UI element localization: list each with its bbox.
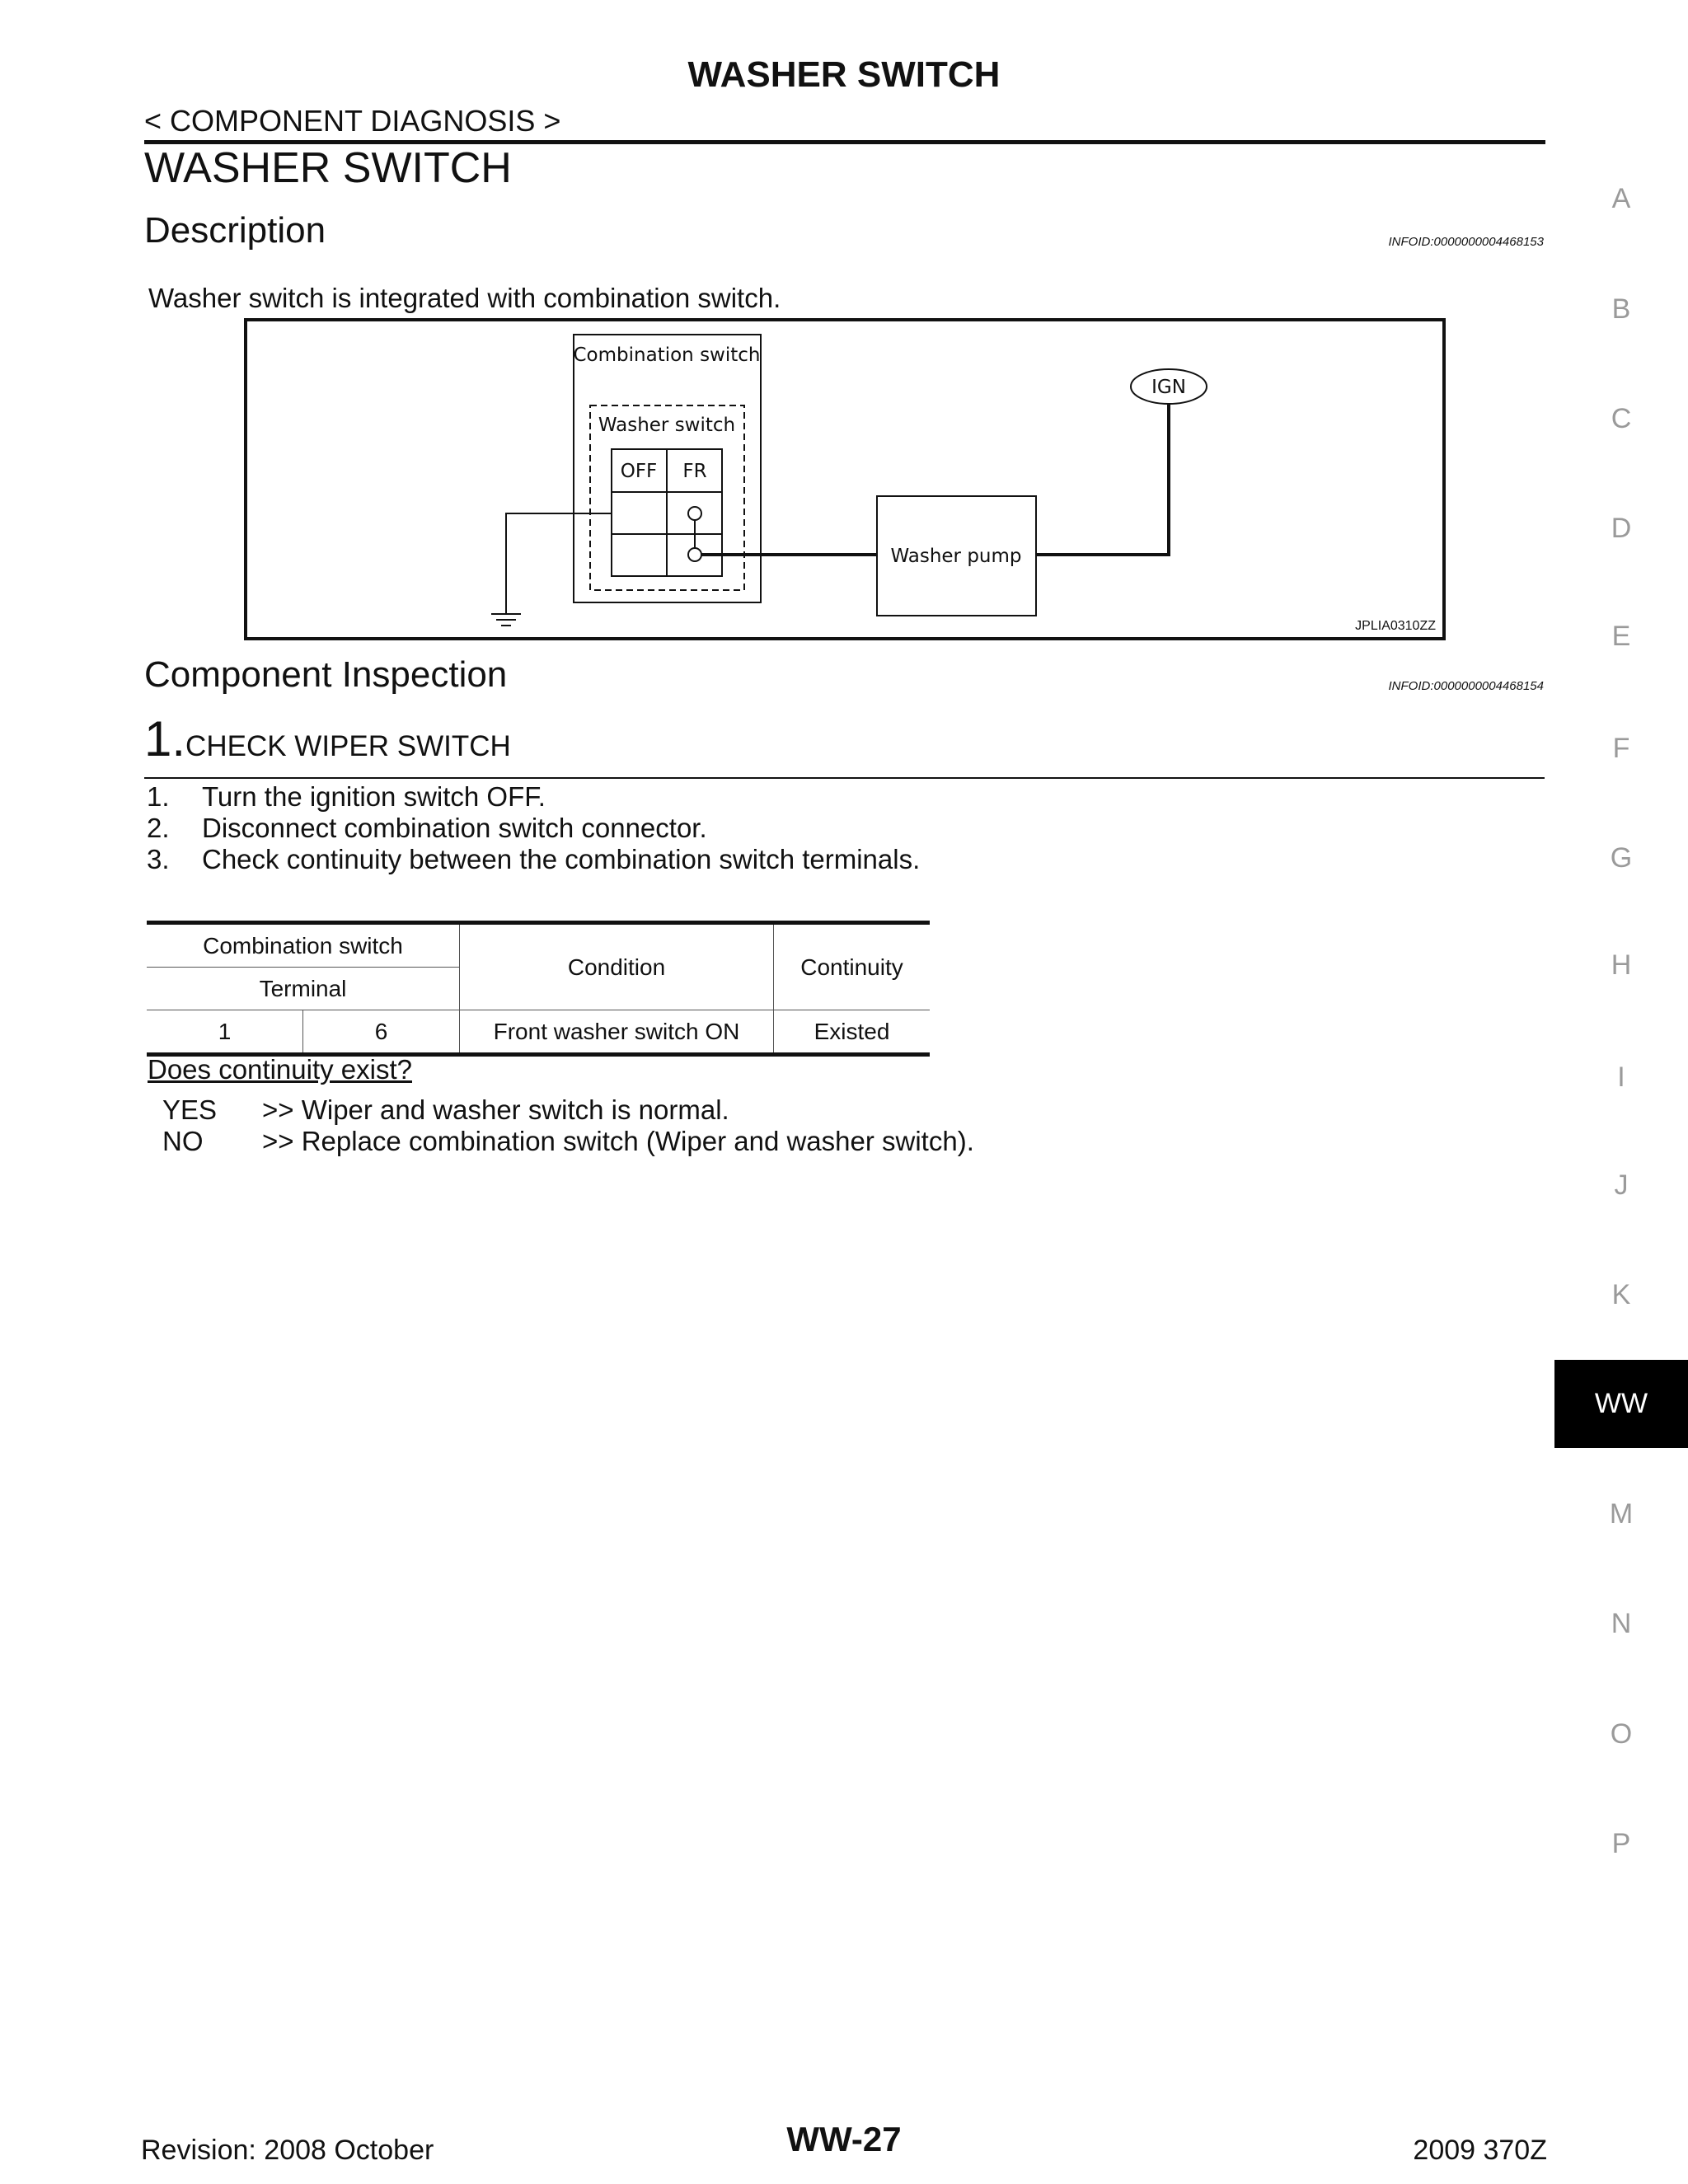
step-divider: [144, 777, 1545, 779]
table-row: [147, 1010, 930, 1055]
condition-cell: Front washer switch ON: [460, 1010, 774, 1055]
terminal-header: Terminal: [147, 968, 460, 1010]
side-tab-d[interactable]: D: [1611, 513, 1632, 544]
footer-page-number: WW-27: [786, 2120, 902, 2158]
step-list: [147, 781, 920, 875]
side-tab-f[interactable]: F: [1612, 733, 1630, 764]
step-title: CHECK WIPER SWITCH: [185, 730, 511, 762]
breadcrumb: < COMPONENT DIAGNOSIS >: [144, 104, 561, 138]
description-text: Washer switch is integrated with combination switch.: [148, 283, 781, 313]
off-position-label: OFF: [620, 461, 658, 482]
section-title: WASHER SWITCH: [144, 144, 512, 192]
page-header-title: WASHER SWITCH: [687, 54, 1001, 95]
step-list-item: 2. Disconnect combination switch connector.: [147, 813, 707, 843]
side-tab-e[interactable]: E: [1611, 621, 1631, 652]
step-list-item: 3. Check continuity between the combination switch terminals.: [147, 844, 921, 874]
side-tab-i[interactable]: I: [1617, 1062, 1625, 1093]
step-list-item: 1. Turn the ignition switch OFF.: [147, 781, 546, 812]
ign-label: IGN: [1151, 377, 1186, 398]
side-tab-c[interactable]: C: [1611, 403, 1632, 434]
combination-switch-header: Combination switch: [147, 923, 460, 968]
side-tab-p[interactable]: P: [1611, 1828, 1631, 1859]
washer-switch-label: Washer switch: [598, 415, 736, 436]
component-inspection-heading: Component Inspection: [144, 654, 508, 695]
switch-contact-lower: [688, 548, 701, 561]
continuity-cell: Existed: [774, 1010, 931, 1055]
side-tab-o[interactable]: O: [1610, 1718, 1633, 1750]
fr-position-label: FR: [682, 461, 707, 482]
description-infoid: INFOID:0000000004468153: [1388, 235, 1544, 249]
wiring-diagram-drawing: [247, 321, 1442, 637]
wiring-diagram: [244, 318, 1446, 640]
continuity-table: [147, 921, 930, 1057]
side-tab-a[interactable]: A: [1611, 183, 1631, 214]
combination-switch-label: Combination switch: [573, 344, 761, 366]
side-tab-b[interactable]: B: [1611, 293, 1631, 325]
figure-id: JPLIA0310ZZ: [1355, 619, 1436, 633]
component-inspection-infoid: INFOID:0000000004468154: [1388, 679, 1544, 693]
side-tab-h[interactable]: H: [1611, 949, 1632, 981]
ground-wire: [506, 513, 612, 614]
side-tab-k[interactable]: K: [1611, 1279, 1631, 1310]
switch-contact-upper: [688, 507, 701, 520]
step-number: 1.: [144, 711, 186, 766]
answer-list: [162, 1094, 974, 1157]
table-header-row: [147, 923, 930, 968]
footer-model: 2009 370Z: [1413, 2135, 1547, 2166]
side-tab-n[interactable]: N: [1611, 1608, 1632, 1639]
terminal-a-cell: 1: [147, 1010, 303, 1055]
side-tab-j[interactable]: J: [1614, 1169, 1629, 1201]
side-tab-m[interactable]: M: [1609, 1498, 1634, 1530]
description-heading: Description: [144, 210, 326, 251]
ign-wire: [1036, 404, 1169, 555]
washer-pump-label: Washer pump: [890, 546, 1022, 567]
step-heading: [144, 710, 511, 767]
side-tab-ww-active[interactable]: WW: [1554, 1360, 1688, 1448]
side-tab-g[interactable]: G: [1610, 842, 1633, 874]
footer-revision: Revision: 2008 October: [141, 2135, 434, 2166]
continuity-question: Does continuity exist?: [148, 1054, 412, 1085]
continuity-header: Continuity: [774, 923, 931, 1010]
answer-yes: YES >> Wiper and washer switch is normal.: [162, 1094, 729, 1125]
terminal-b-cell: 6: [303, 1010, 460, 1055]
condition-header: Condition: [460, 923, 774, 1010]
answer-no: NO >> Replace combination switch (Wiper and washer switch).: [162, 1126, 974, 1156]
